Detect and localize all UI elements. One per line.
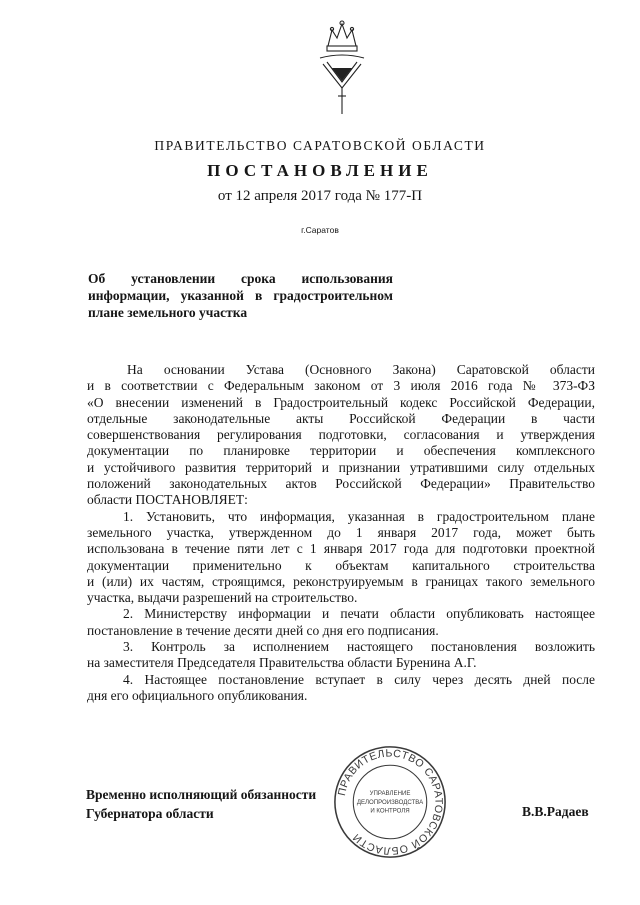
body-line: документации применительно к объектам капитального строительства	[87, 557, 595, 573]
body-line: 3. Контроль за исполнением настоящего постановления возложить	[123, 639, 595, 655]
document-date-number: от 12 апреля 2017 года № 177-П	[217, 188, 423, 204]
stamp-inner-line: ДЕЛОПРОИЗВОДСТВА	[356, 798, 424, 806]
official-stamp	[332, 744, 448, 860]
stamp-outer-text: ПРАВИТЕЛЬСТВО САРАТОВСКОЙ ОБЛАСТИ	[335, 747, 445, 857]
document-city: г.Саратов	[301, 225, 339, 235]
body-line: участка, выдачи разрешений на строительство.	[87, 590, 358, 606]
body-line: На основании Устава (Основного Закона) Саратовской области	[127, 362, 595, 377]
body-line: и в соответствии с Федеральным законом от 3 июля 2016 года № 373-ФЗ	[87, 378, 595, 394]
body-line: «О внесении изменений в Градостроительный кодекс Российской Федерации,	[87, 394, 595, 410]
body-line: 2. Министерству информации и печати области опубликовать настоящее	[123, 606, 595, 622]
body-line: на заместителя Председателя Правительства области Буренина А.Г.	[87, 655, 477, 671]
body-line: и устойчивого развития территорий и признании утратившими силу отдельных	[87, 459, 595, 475]
body-line: 1. Установить, что информация, указанная в градостроительном плане	[123, 508, 595, 524]
stamp-inner-line: УПРАВЛЕНИЕ	[369, 790, 411, 798]
signatory-position-line: Временно исполняющий обязанности	[86, 787, 317, 802]
body-line: документации по планировке территории и обеспечения комплексного	[87, 443, 595, 459]
stamp-inner-line: И КОНТРОЛЯ	[370, 807, 410, 815]
subject-line: Об установлении срока использования	[88, 271, 393, 286]
body-line: постановление в течение десяти дней со дня его подписания.	[87, 622, 439, 638]
body-line: земельного участка, утвержденном до 1 января 2017 года, может быть	[87, 524, 595, 540]
body-line: дня его официального опубликования.	[87, 687, 308, 703]
body-line: 4. Настоящее постановление вступает в силу через десять дней после	[123, 671, 595, 687]
body-line: области ПОСТАНОВЛЯЕТ:	[87, 492, 248, 508]
body-line: положений законодательных актов Российской Федерации» Правительство	[87, 476, 595, 492]
body-line: отдельные законодательные акты Российской Федерации в части	[87, 410, 595, 426]
body-line: использована в течение пяти лет с 1 января 2017 года для подготовки проектной	[87, 541, 595, 557]
signatory-position	[86, 785, 316, 823]
subject-line: информации, указанной в градостроительном	[88, 288, 393, 303]
signatory-position-line: Губернатора области	[86, 806, 214, 821]
body-line: совершенствования регулирования подготовки, согласования и утверждения	[87, 427, 595, 443]
document-subject	[88, 270, 393, 321]
signatory-name: В.В.Радаев	[522, 804, 589, 819]
document-title: ПОСТАНОВЛЕНИЕ	[207, 161, 433, 180]
body-line: и (или) их частям, строящимся, реконструируемым в границах такого земельного	[87, 573, 595, 589]
document-body	[87, 362, 595, 704]
crown-coat-of-arms-icon	[310, 18, 374, 118]
subject-line: плане земельного участка	[88, 305, 248, 320]
government-name: ПРАВИТЕЛЬСТВО САРАТОВСКОЙ ОБЛАСТИ	[154, 138, 486, 153]
